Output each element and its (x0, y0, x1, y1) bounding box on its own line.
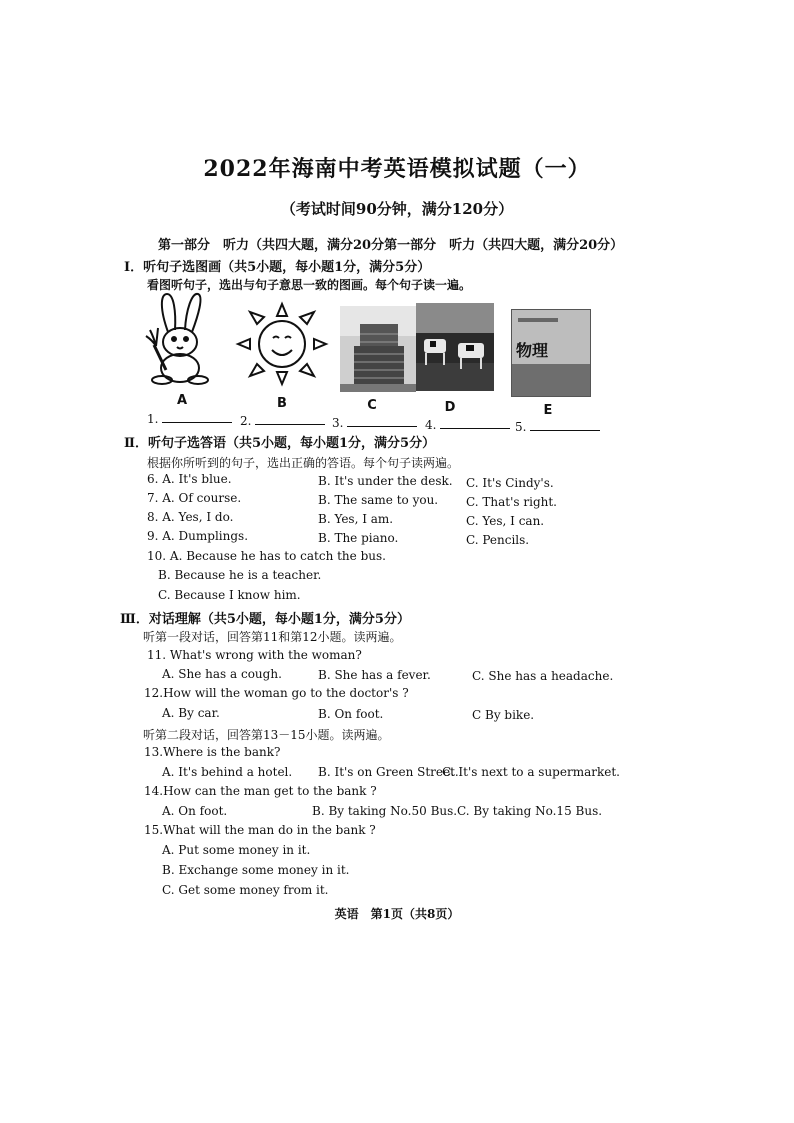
q8-option-a[interactable]: 8. A. Yes, I do. (147, 510, 234, 524)
page-title: 2022年海南中考英语模拟试题（一） (203, 156, 591, 182)
q7-option-a[interactable]: 7. A. Of course. (147, 491, 242, 505)
picture-label-a: A (176, 393, 188, 408)
book-cover-title: 物理 (516, 341, 549, 360)
q8-option-c[interactable]: C. Yes, I can. (466, 514, 545, 528)
blank-number: 5. (515, 420, 527, 434)
q15-option-b[interactable]: B. Exchange some money in it. (162, 863, 350, 877)
q12-option-c[interactable]: C By bike. (472, 708, 535, 722)
q13-option-a[interactable]: A. It's behind a hotel. (162, 765, 293, 779)
q14-option-a[interactable]: A. On foot. (162, 804, 228, 818)
q9-option-a[interactable]: 9. A. Dumplings. (147, 529, 249, 543)
q6-option-a[interactable]: 6. A. It's blue. (147, 472, 232, 486)
textbook-picture (511, 309, 591, 397)
blank-line (255, 414, 325, 425)
q9-option-b[interactable]: B. The piano. (318, 531, 399, 545)
answer-blank-5[interactable] (515, 420, 600, 434)
q13-option-b[interactable]: B. It's on Green Street. (318, 765, 459, 779)
cows-picture (416, 303, 494, 391)
blank-line (530, 420, 600, 431)
sec2-instruction: 根据你所听到的句子，选出正确的答语。每个句子读两遍。 (147, 456, 460, 470)
q11-option-b[interactable]: B. She has a fever. (318, 668, 431, 682)
q9-option-c[interactable]: C. Pencils. (466, 533, 530, 547)
q14-option-c[interactable]: C. By taking No.15 Bus. (457, 804, 603, 818)
q10-option-c[interactable]: C. Because I know him. (158, 588, 301, 602)
blank-number: 2. (240, 414, 252, 428)
page-footer: 英语 第1页（共8页） (334, 907, 460, 921)
part1-heading: 第一部分 听力（共四大题，满分20分第一部分 听力（共四大题，满分20分） (158, 238, 624, 253)
sec3-intro-2: 听第二段对话，回答第13－15小题。读两遍。 (143, 728, 390, 742)
q14-stem: 14.How can the man get to the bank ? (144, 784, 377, 798)
blank-line (347, 416, 417, 427)
blank-number: 4. (425, 418, 437, 432)
sec3-heading: Ⅲ．对话理解（共5小题，每小题1分，满分5分） (120, 612, 410, 627)
picture-label-d: D (444, 400, 456, 415)
q13-stem: 13.Where is the bank? (144, 745, 281, 759)
q12-option-b[interactable]: B. On foot. (318, 707, 384, 721)
book-cover-art (512, 364, 590, 396)
blank-line (162, 412, 232, 423)
q15-option-a[interactable]: A. Put some money in it. (162, 843, 311, 857)
q11-stem: 11. What's wrong with the woman? (147, 648, 362, 662)
q10-option-b[interactable]: B. Because he is a teacher. (158, 568, 322, 582)
sec2-heading: Ⅱ．听句子选答语（共5小题，每小题1分，满分5分） (124, 436, 436, 451)
q12-option-a[interactable]: A. By car. (162, 706, 220, 720)
sec3-intro-1: 听第一段对话，回答第11和第12小题。读两遍。 (143, 630, 402, 644)
answer-blank-1[interactable] (147, 412, 232, 426)
q12-stem: 12.How will the woman go to the doctor's ? (144, 686, 409, 700)
blank-line (440, 418, 510, 429)
building-picture (340, 306, 416, 392)
picture-label-e: E (543, 403, 553, 418)
q6-option-c[interactable]: C. It's Cindy's. (466, 476, 554, 490)
answer-blank-2[interactable] (240, 414, 325, 428)
picture-label-c: C (367, 398, 377, 413)
q14-option-b[interactable]: B. By taking No.50 Bus. (312, 804, 458, 818)
q6-option-b[interactable]: B. It's under the desk. (318, 474, 453, 488)
picture-label-b: B (277, 396, 287, 411)
q8-option-b[interactable]: B. Yes, I am. (318, 512, 394, 526)
answer-blank-4[interactable] (425, 418, 510, 432)
q15-stem: 15.What will the man do in the bank ? (144, 823, 376, 837)
exam-info: （考试时间90分钟，满分120分） (280, 200, 514, 218)
book-stripe (518, 318, 558, 322)
blank-number: 1. (147, 412, 159, 426)
q11-option-a[interactable]: A. She has a cough. (162, 667, 282, 681)
q7-option-b[interactable]: B. The same to you. (318, 493, 439, 507)
q11-option-c[interactable]: C. She has a headache. (472, 669, 614, 683)
q7-option-c[interactable]: C. That's right. (466, 495, 557, 509)
answer-blank-3[interactable] (332, 416, 417, 430)
blank-number: 3. (332, 416, 344, 430)
q13-option-c[interactable]: C. It's next to a supermarket. (442, 765, 620, 779)
sec1-heading: Ⅰ．听句子选图画（共5小题，每小题1分，满分5分） (124, 260, 431, 275)
q15-option-c[interactable]: C. Get some money from it. (162, 883, 329, 897)
sun-picture (232, 300, 332, 392)
rabbit-picture (140, 290, 220, 385)
q10-option-a[interactable]: 10. A. Because he has to catch the bus. (147, 549, 386, 563)
sec1-instruction: 看图听句子，选出与句子意思一致的图画。每个句子读一遍。 (147, 278, 472, 292)
